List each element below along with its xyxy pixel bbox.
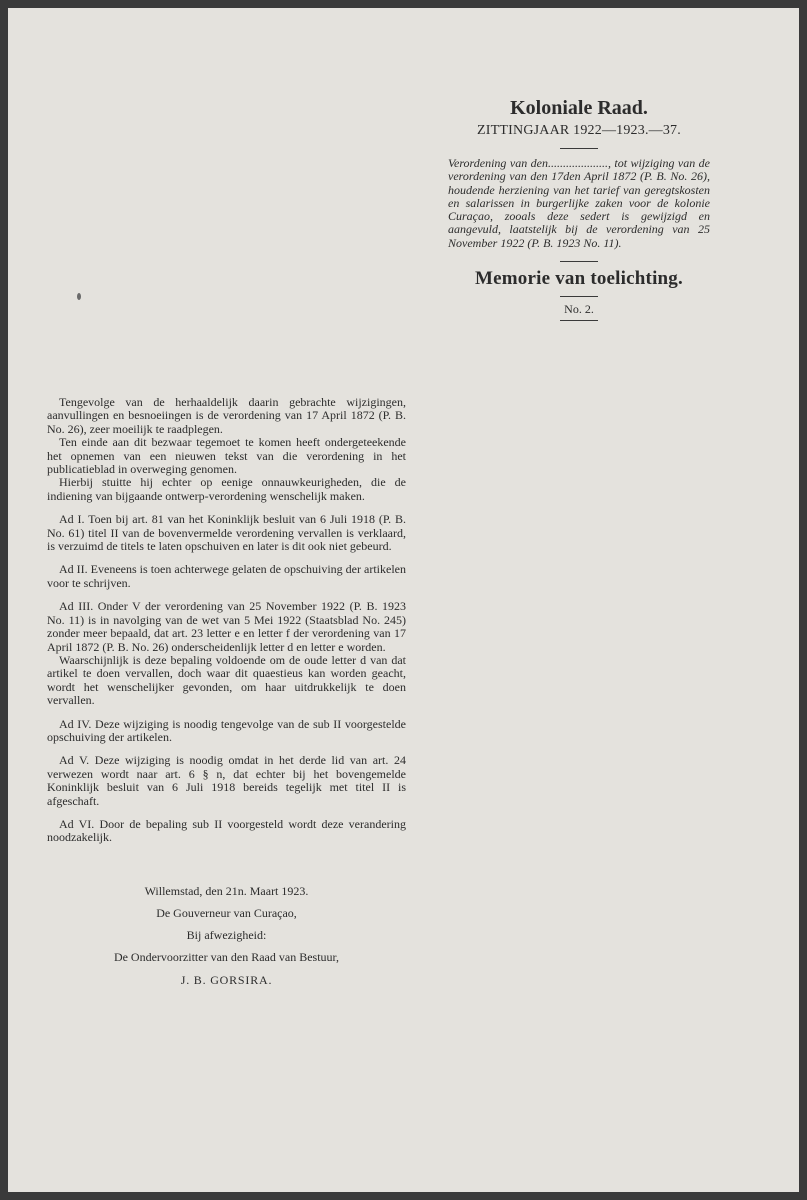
- session-year: ZITTINGJAAR 1922—1923.—37.: [477, 123, 681, 138]
- paragraph-ad-vi: Ad VI. Door de bepaling sub II voorgesteld wordt deze verandering noodzakelijk.: [47, 816, 406, 845]
- paragraph-ad-ii: Ad II. Eveneens is toen achterwege gelaten de opschuiving der artikelen voor te schrijven.: [47, 562, 406, 590]
- signature-block: [47, 884, 406, 996]
- memorie-heading: Memorie van toelichting.: [475, 268, 683, 290]
- absence-line: Bij afwezigheid:: [186, 928, 267, 942]
- paragraph: Tengevolge van de herhaaldelijk daarin gebrachte wijzigingen, aanvullingen en besnoeiingen is de verordening van 17 April 1872 (P. B. No. 26), zeer moeilijk te raadplegen.: [47, 395, 406, 436]
- ordinance-summary: Verordening van den...................., tot wijziging van de verordening van den 17den April 1872 (P. B. No. 26), houdende herziening van het tarief van geregtskosten en salarissen in burgerlijke zaken voor de kolonie Curaçao, zooals deze sedert is gewijzigd en aangevuld, laatstelijk bij de verordening van 25 November 1922 (P. B. 1923 No. 11).: [448, 156, 710, 250]
- place-date: Willemstad, den 21n. Maart 1923.: [144, 884, 309, 898]
- divider: [560, 296, 598, 297]
- divider: [560, 261, 598, 262]
- divider: [560, 320, 598, 321]
- paper-speck: [77, 293, 81, 300]
- council-title: Koloniale Raad.: [510, 97, 648, 119]
- paragraph-ad-v: Ad V. Deze wijziging is noodig omdat in het derde lid van art. 24 verwezen wordt naar art. 6 § n, dat echter bij het bovengemelde Koninklijk besluit van 6 Juli 1918 bereids tegelijk met titel II is afgeschaft.: [47, 753, 406, 808]
- explanatory-text: [47, 396, 406, 845]
- divider: [560, 148, 598, 149]
- document-page: [8, 8, 799, 1192]
- paragraph-ad-iii: Ad III. Onder V der verordening van 25 November 1922 (P. B. 1923 No. 11) is in navolging van de wet van 5 Mei 1922 (Staatsblad No. 245) zonder meer bepaald, dat art. 23 letter e en letter f der verordening van 17 April 1872 (P. B. No. 26) onderscheidenlijk letter d en letter e worden.: [47, 599, 406, 654]
- signatory-name: J. B. GORSIRA.: [180, 973, 273, 987]
- governor-line: De Gouverneur van Curaçao,: [156, 906, 297, 920]
- vice-chair-line: De Ondervoorzitter van den Raad van Bestuur,: [113, 950, 340, 964]
- document-header: [448, 96, 710, 321]
- paragraph: Hierbij stuitte hij echter op eenige onnauwkeurigheden, die de indiening van bijgaande ontwerp-verordening wenschelijk maken.: [47, 475, 406, 503]
- paragraph: Ten einde aan dit bezwaar tegemoet te komen heeft ondergeteekende het opnemen van een nieuwen tekst van die verordening in het publicatieblad in overweging genomen.: [47, 435, 406, 477]
- paragraph-ad-iii-cont: Waarschijnlijk is deze bepaling voldoende om de oude letter d van dat artikel te doen vervallen, doch waar dit quaestieus kan worden geacht, wordt het wenschelijker gevonden, om haar uitdrukkelijk te doen vervallen.: [47, 652, 406, 708]
- document-number: No. 2.: [564, 302, 594, 317]
- paragraph-ad-iv: Ad IV. Deze wijziging is noodig tengevolge van de sub II voorgestelde opschuiving der artikelen.: [47, 716, 406, 744]
- paragraph-ad-i: Ad I. Toen bij art. 81 van het Koninklijk besluit van 6 Juli 1918 (P. B. No. 61) titel II van de bovenvermelde verordening vervallen is verklaard, is verzuimd de titels te laten opschuiven en later is dit ook niet gebeurd.: [47, 512, 406, 554]
